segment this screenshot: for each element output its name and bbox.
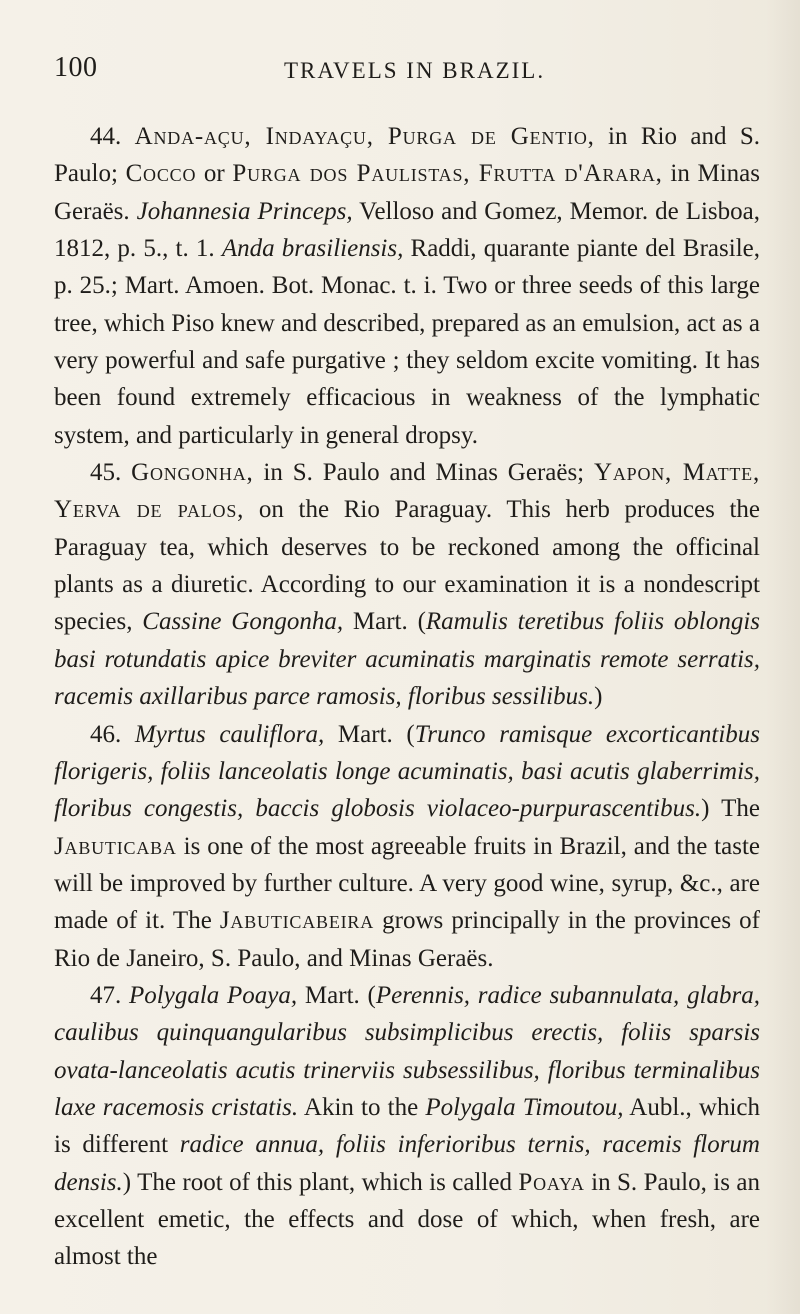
text-run: Raddi, quarante piante del Brasile, p. 25.; Mart. Amoen. Bot. Monac. t. i. Two or three seeds of this large tree, which Piso knew and described, prepared as an emulsion, act as a very powerful and safe purgative ; they seldom excite vomiting. It has been found extremely efficacious in weakness of the lymphatic system, and particularly in general dropsy. [54,235,761,449]
body-text [54,118,760,1276]
small-caps-text: Yapon, Matte, Yerva de palos, [54,459,761,524]
text-run: in Rio and S. Paulo; [54,123,760,188]
small-caps-text: Jabuticabeira [219,907,375,935]
italic-text: radice annua, foliis inferioribus ternis, racemis florum densis. [54,1131,760,1196]
text-run: 47. [90,981,130,1009]
entry-paragraph [54,118,760,454]
text-run: grows principally in the provinces of Rio de Janeiro, S. Paulo, and Minas Geraës. [54,907,760,972]
text-run: in S. Paulo, is an excellent emetic, the effects and dose of which, when fresh, are almost the [54,1168,760,1271]
text-run: ) The root of this plant, which is called [122,1168,519,1196]
small-caps-text: Cocco [125,160,197,188]
italic-text: Anda brasiliensis, [221,235,404,263]
running-title: TRAVELS IN BRAZIL. [284,58,546,83]
italic-text: Polygala Timoutou, [425,1093,624,1121]
text-run: Akin to the [298,1093,426,1121]
small-caps-text: Jabuticaba [54,832,177,860]
page-number: 100 [54,52,98,83]
italic-text: Perennis, radice subannulata, glabra, caulibus quinquangularibus subsimplicibus erectis, foliis sparsis ovata-lanceolatis acutis trinerviis subsessilibus, floribus terminalibus laxe racemosis cristatis. [54,981,760,1121]
small-caps-text: Gongonha, [131,459,254,487]
running-head [54,52,760,96]
text-run: in S. Paulo and Minas Geraës; [253,459,594,487]
text-run: 46. [90,720,135,748]
text-run: is one of the most agreeable fruits in Brazil, and the taste will be improved by further culture. A very good wine, syrup, &c., are made of it. The [54,832,760,935]
text-run: Mart. ( [297,981,376,1009]
text-run: ) The [701,795,761,823]
small-caps-text: Poaya [518,1168,585,1196]
text-run: or [196,160,233,188]
text-run: Velloso and Gomez, Memor. de Lisboa, 1812, p. 5., t. 1. [54,197,760,263]
text-run: Aubl., which is different [54,1093,761,1159]
small-caps-text: Purga dos Paulistas, Frutta d'Arara, [232,160,663,188]
entry-paragraph [54,977,760,1276]
text-run: Mart. ( [343,608,426,636]
italic-text: Myrtus cauliflora, [134,720,325,748]
text-run: in Minas Geraës. [54,160,760,225]
text-run: 45. [90,459,132,487]
text-run: Mart. ( [324,720,415,748]
italic-text: Trunco ramisque excorticantibus florigeris, foliis lanceolatis longe acuminatis, basi acutis glaberrimis, floribus congestis, baccis globosis violaceo-purpurascentibus. [54,720,761,823]
entry-paragraph [54,716,760,977]
text-run: 44. [90,123,135,150]
text-run: on the Rio Paraguay. This herb produces the Paraguay tea, which deserves to be reckoned among the officinal plants as a diuretic. According to our examination it is a nondescript species, [54,496,760,636]
italic-text: Ramulis teretibus foliis oblongis basi rotundatis apice breviter acuminatis marginatis remote serratis, racemis axillaribus parce ramosis, floribus sessilibus. [54,608,761,711]
italic-text: Polygala Poaya, [129,981,298,1009]
text-run: ) [594,683,603,711]
small-caps-text: Anda-açu, Indayaçu, Purga de Gentio, [134,123,595,150]
entry-paragraph [54,454,760,715]
italic-text: Johannesia Princeps, [136,197,353,225]
italic-text: Cassine Gongonha, [142,608,344,636]
